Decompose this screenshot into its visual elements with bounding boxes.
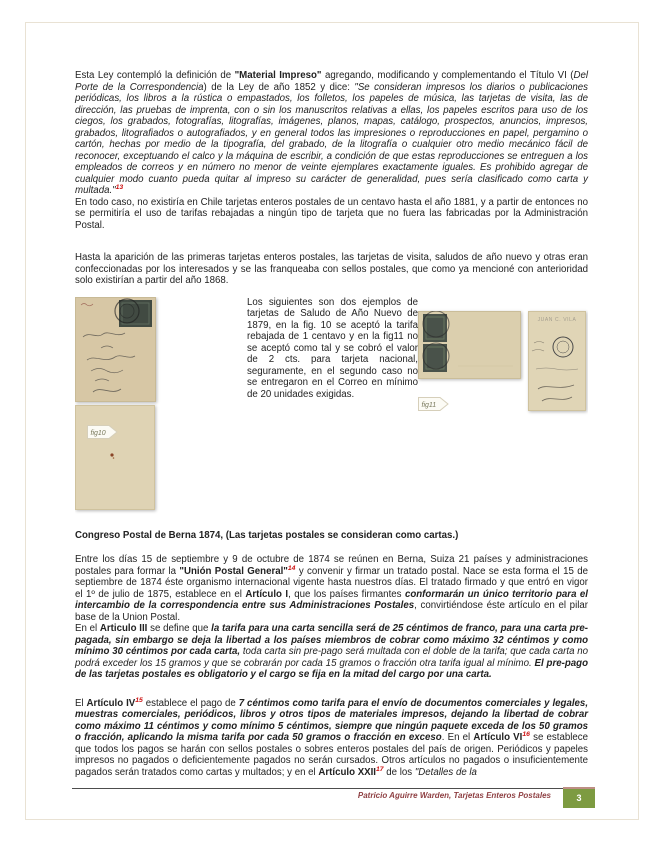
fig11-back-postcard-image: [528, 311, 586, 411]
text-run: "Material Impreso": [234, 70, 322, 81]
text-run: "Detalles de la: [414, 766, 477, 778]
fig11-front-postcard-image: [418, 311, 521, 379]
text-run: ) de la Ley de año 1852 y dice:: [203, 81, 355, 93]
text-run: conformarán un único territorio para el intercambio de la correspondencia entre sus Administraciones Postales: [75, 588, 588, 611]
page-number-badge: 3: [563, 787, 595, 808]
text-run: 15: [135, 696, 143, 704]
text-run: 16: [522, 731, 530, 738]
paragraph-en-todo-caso: [75, 197, 588, 232]
text-run: Artículo I: [245, 588, 289, 600]
fig10-front-postcard-image: [75, 297, 156, 402]
page-footer: [72, 787, 595, 811]
text-run: Entre los días 15 de septiembre y 9 de octubre de 1874 se reúnen en Berna, Suiza 21 países y administraciones postales para formar la: [75, 554, 588, 577]
text-run: Articulo III: [99, 623, 148, 634]
text-run: . En el: [441, 732, 474, 743]
fig10-back-postcard-image: [75, 405, 155, 510]
text-run: se define que: [147, 623, 212, 634]
paragraph-entre-los-dias: [75, 554, 588, 623]
footer-author-title: Patricio Aguirre Warden, Tarjetas Enteros Postales: [357, 791, 551, 800]
footer-divider-line: [72, 788, 563, 789]
text-run: de los: [383, 766, 415, 778]
paragraph-material-impreso: [75, 70, 588, 197]
text-run: El: [75, 697, 87, 709]
text-run: 7 céntimos como tarifa para el envío de documentos comerciales y legales, muestras comerciales, periódicos, libros y otros tipos de materiales impresos, dejando la libertad de cobrar como máximo 11 céntimos y como mínimo 5 céntimos, siempre que ningún paquete exceda de los 50 gramos o fracción, aplicando la misma tarifa por cada 50 gramos o fracción en exceso: [75, 697, 589, 743]
text-run: Los siguientes son dos ejemplos de tarjetas de Saludo de Año Nuevo de 1879, en la fig. 10 se aceptó la tarifa rebajada de 1 centavo y en la fig11 no se aceptó como tal y se cobró el valor de 2 cts. para tarjeta nacional, seguramente, en el segundo caso no se entregaron en el Correo en mínimo de 20 unidades exigidas.: [247, 296, 418, 400]
fig10-label-tag: [87, 425, 118, 439]
text-run: Hasta la aparición de las primeras tarjetas enteros postales, las tarjetas de visita, saludos de año nuevo y otras eran confeccionadas por los interesados y se las franqueaba con sellos postales, que como ya mencioné con anterioridad solo existirían a partir del año 1868.: [75, 252, 588, 286]
paragraph-articulo-iii: [75, 623, 588, 681]
text-run: y convenir y firmar un tratado postal. Nace se esta forma el 15 de septiembre de 1874 éste organismo internacional vigente hasta nuestros días. El tratado firmado y que entró en vigor el 1º de julio de 1875, establece en el: [75, 565, 588, 600]
text-run: Esta Ley contempló la definición de: [75, 70, 235, 81]
text-run: En todo caso, no existiría en Chile tarjetas enteros postales de un centavo hasta el año 1881, y a partir de entonces no se permitiría el uso de tarifas rebajadas a ningún tipo de tarjeta que no fuera las fabricadas por la Administración Postal.: [75, 196, 588, 231]
text-run: "Unión Postal General": [179, 565, 288, 577]
text-run: El pre-pago de las tarjetas postales es obligatorio y el cargo se fija en la mitad del cargo por una carta.: [75, 657, 588, 680]
text-run: toda carta sin pre-pago será multada con el doble de la tarifa; que cada carta no podrá exceder los 15 gramos y que se cobrarán por cada 15 gramos o fracción otra tarifa igual al mínimo.: [75, 646, 588, 669]
text-run: , que los países firmantes: [288, 588, 405, 600]
postcard-printed-name-text: JUAN C. VILA: [537, 316, 577, 323]
text-run: Del Porte de la Correspondencia: [75, 70, 588, 93]
fig11-label-text: fig11: [421, 401, 437, 409]
text-run: 13: [115, 184, 124, 191]
figure-block: [75, 297, 588, 514]
page-content: [75, 70, 588, 778]
text-run: la tarifa para una carta sencilla será de 25 céntimos de franco, para una carta pre-pagada, sin embargo se deja la libertad a los países miembros de cobrar como máximo 32 céntimos y como mínimo 30 céntimos por cada carta,: [75, 623, 588, 657]
text-run: , convirtiéndose éste artículo en el pilar base de la Union Postal.: [75, 600, 588, 623]
text-run: 17: [376, 765, 384, 773]
text-run: agregando, modificando y complementando el Título VI (: [321, 70, 574, 81]
text-run: 14: [287, 564, 296, 572]
fig10-images-group: [75, 297, 247, 514]
paragraph-articulo-iv: [75, 698, 588, 779]
fig10-label-text: fig10: [90, 429, 106, 437]
text-run: En el: [75, 623, 100, 634]
text-run: establece el pago de: [142, 697, 239, 709]
section-heading-congreso-berna: Congreso Postal de Berna 1874, (Las tarjetas postales se consideran como cartas.): [75, 529, 459, 541]
paragraph-hasta-la-aparicion: [75, 252, 588, 287]
text-run: se establece que todos los pagos se harán con sellos postales o sobres enteros postales del país de origen. Periódicos y papeles impresos no pagados o deficientemente pagados no serán cursados. Otros artículos no pagados o insuficientemente pagados serán tratados como cartas y multados; y en el: [75, 732, 588, 778]
fig11-images-group: [418, 311, 588, 411]
text-run: Artículo XXII: [318, 766, 377, 778]
text-run: Artículo IV: [86, 697, 136, 709]
text-run: Artículo VI: [473, 732, 523, 743]
text-run: "Se consideran impresos los diarios o publicaciones periódicas, los libros a la rústica o empastados, los folletos, los papeles de música, las tarjetas de visita, las de dirección, las pruebas de imprenta, con o sin los manuscritos relativas a ellas, los papeles escritos para uso de los ciegos, los grabados, fotografías, litografías, imágenes, planos, mapas, catálogo, prospectos, anuncios, impresos, grabados, litografiados o autografiados, y en general todos las impresiones o reproducciones en papel, pergamino o cartón, hechas por medio de la tipografía, del grabado, de la litografía o cualquier otro medio mecánico fácil de reconocer, exceptuando el calco y la máquina de escribir, a condición de que estas reproducciones se entreguen a los empleados de correos y en número no menor de veinte ejemplares exactamente iguales. Es prohibido agregar de cualquier modo cuanto pueda quitar al impreso su carácter de generalidad, pues sería clasificado como carta y multada.": [75, 81, 588, 196]
fig11-label-tag: [418, 397, 449, 411]
